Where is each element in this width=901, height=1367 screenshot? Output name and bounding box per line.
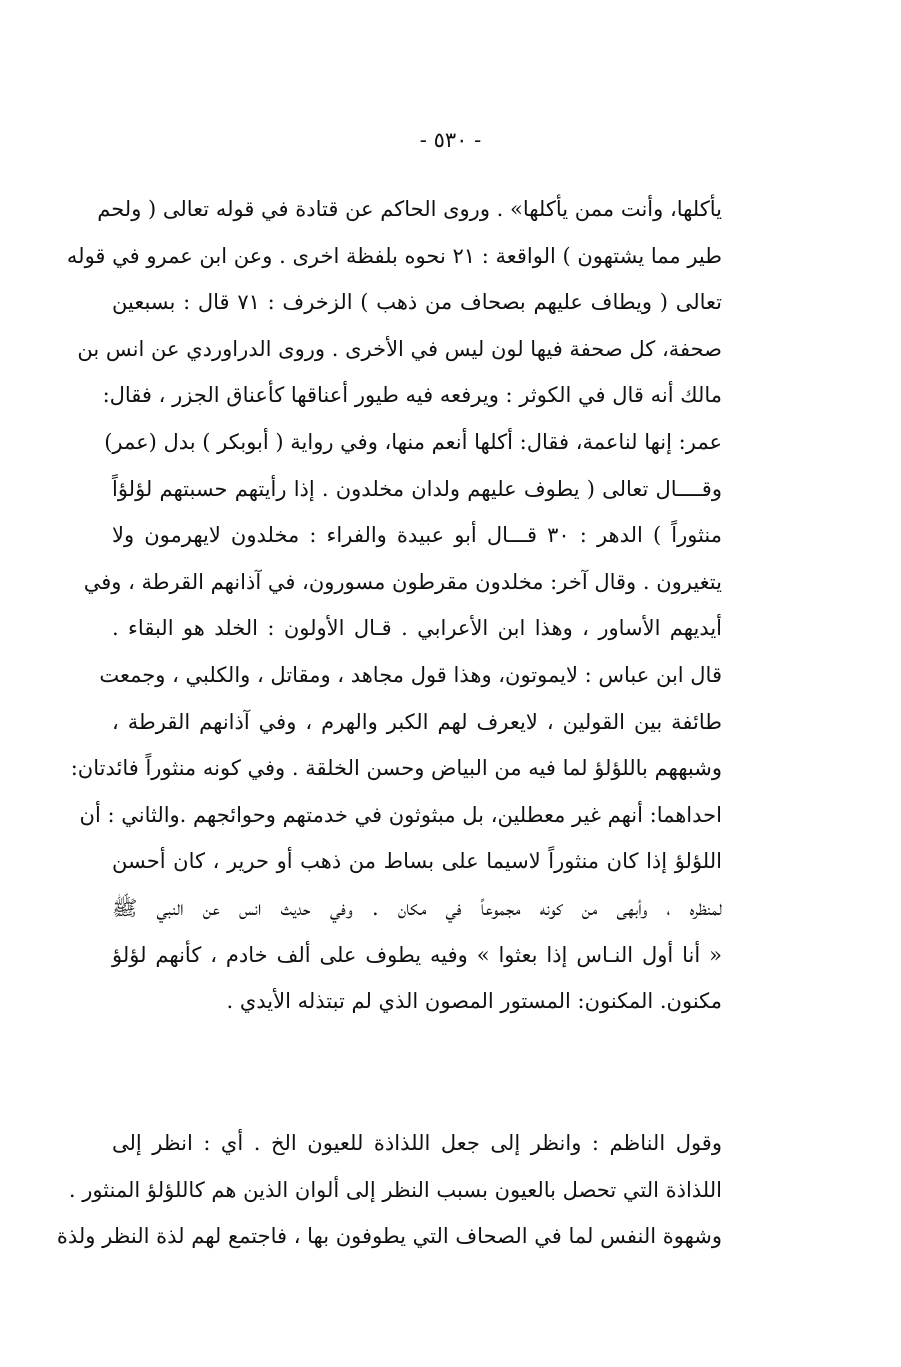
text-line: لمنظره ، وأبهى من كونه مجموعاً في مكان . وفي حديث انس عن النبي ﷺ [112, 895, 722, 920]
text-line: تعالى ( ويطاف عليهم بصحاف من ذهب ) الزخرف : ٧١ قال : بسبعين [112, 290, 722, 315]
text-line: اللؤلؤ إذا كان منثوراً لاسيما على بساط من ذهب أو حرير ، كان أحسن [112, 849, 722, 874]
paragraph-main [66, 186, 723, 1025]
text-line: وقول الناظم : وانظر إلى جعل اللذاذة للعيون الخ . أي : انظر إلى [112, 1131, 722, 1155]
text-line: يأكلها، وأنت ممن يأكلها» . وروى الحاكم عن قتادة في قوله تعالى ( ولحم [97, 197, 722, 221]
text-line: احداهما: أنهم غير معطلين، بل مبثوثون في خدمتهم وحوائجهم .والثاني : أن [79, 802, 722, 827]
text-line: قال ابن عباس : لايموتون، وهذا قول مجاهد ، ومقاتل ، والكلبي ، وجمعت [99, 662, 722, 687]
text-line: يتغيرون . وقال آخر: مخلدون مقرطون مسورون، في آذانهم القرطة ، وفي [83, 569, 722, 594]
text-line: منثوراً ) الدهر : ٣٠ قـــال أبو عبيدة والفراء : مخلدون لايهرمون ولا [112, 523, 723, 548]
paragraph-commentary [56, 1120, 722, 1260]
text-line: مكنون. المكنون: المستور المصون الذي لم تبتذله الأيدي . [226, 989, 722, 1014]
text-line: أيديهم الأساور ، وهذا ابن الأعرابي . قـال الأولون : الخلد هو البقاء . [112, 616, 722, 641]
text-line: طائفة بين القولين ، لايعرف لهم الكبر والهرم ، وفي آذانهم القرطة ، [112, 709, 722, 734]
text-line: وشهوة النفس لما في الصحاف التي يطوفون بها ، فاجتمع لهم لذة النظر ولذة [56, 1224, 722, 1249]
text-line: وشبههم باللؤلؤ لما فيه من البياض وحسن الخلقة . وفي كونه منثوراً فائدتان: [70, 756, 722, 781]
page-number: - ٥٣٠ - [419, 128, 482, 152]
text-line: عمر: إنها لناعمة، فقال: أكلها أنعم منها، وفي رواية ( أبوبكر ) بدل (عمر) [104, 429, 722, 454]
text-line: وقــــال تعالى ( يطوف عليهم ولدان مخلدون . إذا رأيتهم حسبتهم لؤلؤاً [112, 476, 722, 501]
text-line: صحفة، كل صحفة فيها لون ليس في الأخرى . وروى الدراوردي عن انس بن [77, 336, 722, 361]
text-line: طير مما يشتهون ) الواقعة : ٢١ نحوه بلفظة اخرى . وعن ابن عمرو في قوله [66, 243, 722, 268]
text-line: مالك أنه قال في الكوثر : ويرفعه فيه طيور أعناقها كأعناق الجزر ، فقال: [102, 383, 722, 408]
text-line: اللذاذة التي تحصل بالعيون بسبب النظر إلى ألوان الذين هم كاللؤلؤ المنثور . [68, 1177, 722, 1202]
text-line: « أنا أول النـاس إذا بعثوا » وفيه يطوف على ألف خادم ، كأنهم لؤلؤ [112, 942, 722, 967]
